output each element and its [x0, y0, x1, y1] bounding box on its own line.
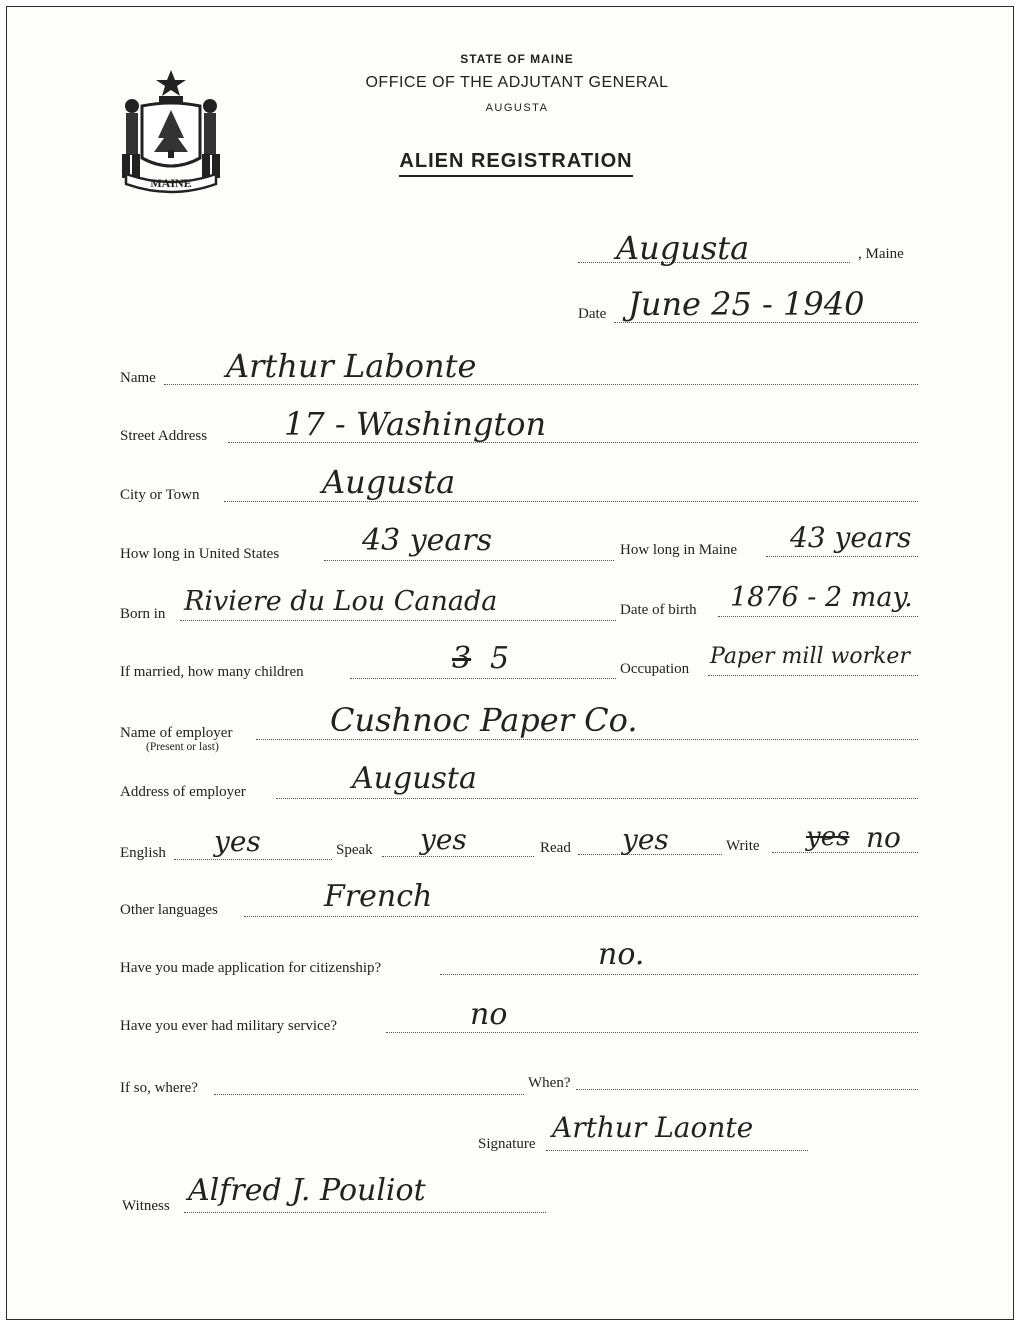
- dob-line: [718, 616, 918, 617]
- date-value: June 25 - 1940: [628, 285, 865, 323]
- when-line: [576, 1089, 918, 1090]
- military-line: [386, 1032, 918, 1033]
- city-heading: AUGUSTA: [485, 102, 549, 114]
- date-label: Date: [578, 306, 607, 322]
- seal-banner-text: MAINE: [150, 176, 192, 190]
- employer-address-value: Augusta: [352, 761, 477, 796]
- other-languages-line: [244, 916, 918, 917]
- children-value: 5: [490, 641, 510, 676]
- long-maine-label: How long in Maine: [620, 542, 738, 558]
- when-label: When?: [528, 1075, 571, 1091]
- military-label: Have you ever had military service?: [120, 1018, 337, 1034]
- write-value: no: [866, 821, 901, 854]
- military-value: no: [470, 997, 508, 1032]
- write-struck-value: yes: [806, 822, 850, 852]
- employer-value: Cushnoc Paper Co.: [330, 701, 638, 739]
- employer-address-label: Address of employer: [120, 784, 246, 800]
- citizenship-line: [440, 974, 918, 975]
- witness-value: Alfred J. Pouliot: [188, 1173, 426, 1208]
- other-languages-label: Other languages: [120, 902, 218, 918]
- city-line: [224, 501, 918, 502]
- dob-label: Date of birth: [620, 602, 697, 618]
- maine-label: , Maine: [858, 246, 904, 262]
- signature-label: Signature: [478, 1136, 536, 1152]
- long-us-line: [324, 560, 614, 561]
- form-title: [4, 150, 1024, 173]
- dob-value: 1876 - 2 may.: [730, 582, 913, 613]
- speak-line: [382, 856, 534, 857]
- speak-label: Speak: [336, 842, 373, 858]
- children-line: [350, 678, 616, 679]
- long-us-label: How long in United States: [120, 546, 280, 562]
- employer-label: Name of employer: [120, 725, 233, 741]
- witness-line: [184, 1212, 546, 1213]
- long-maine-line: [766, 556, 918, 557]
- place-value: Augusta: [616, 229, 750, 267]
- signature-value: Arthur Laonte: [552, 1111, 754, 1144]
- witness-label: Witness: [122, 1198, 170, 1214]
- citizenship-label: Have you made application for citizenship?: [120, 960, 382, 976]
- city-label: City or Town: [120, 487, 200, 503]
- citizenship-value: no.: [598, 937, 645, 972]
- street-value: 17 - Washington: [284, 405, 547, 443]
- where-line: [214, 1094, 524, 1095]
- signature-line: [546, 1150, 808, 1151]
- long-us-value: 43 years: [362, 523, 493, 558]
- read-value: yes: [622, 823, 669, 856]
- born-in-label: Born in: [120, 606, 166, 622]
- born-in-line: [180, 620, 616, 621]
- employer-line: [256, 739, 918, 740]
- born-in-value: Riviere du Lou Canada: [184, 586, 498, 617]
- employer-note: (Present or last): [146, 741, 219, 753]
- occupation-line: [708, 675, 918, 676]
- name-value: Arthur Labonte: [226, 347, 477, 385]
- long-maine-value: 43 years: [790, 521, 912, 554]
- read-label: Read: [540, 840, 571, 856]
- english-value: yes: [214, 825, 261, 858]
- state-heading: STATE OF MAINE: [460, 52, 574, 66]
- where-label: If so, where?: [120, 1080, 198, 1096]
- street-label: Street Address: [120, 428, 208, 444]
- name-label: Name: [120, 370, 156, 386]
- children-struck-value: 3: [452, 641, 472, 676]
- english-line: [174, 859, 332, 860]
- children-label: If married, how many children: [120, 664, 304, 680]
- english-label: English: [120, 845, 166, 861]
- write-label: Write: [726, 838, 760, 854]
- city-value: Augusta: [322, 463, 456, 501]
- occupation-label: Occupation: [620, 661, 690, 677]
- speak-value: yes: [420, 823, 467, 856]
- employer-address-line: [276, 798, 918, 799]
- occupation-value: Paper mill worker: [710, 644, 910, 669]
- form-title-text: ALIEN REGISTRATION: [399, 150, 632, 177]
- office-heading: OFFICE OF THE ADJUTANT GENERAL: [365, 74, 669, 91]
- other-languages-value: French: [324, 879, 433, 914]
